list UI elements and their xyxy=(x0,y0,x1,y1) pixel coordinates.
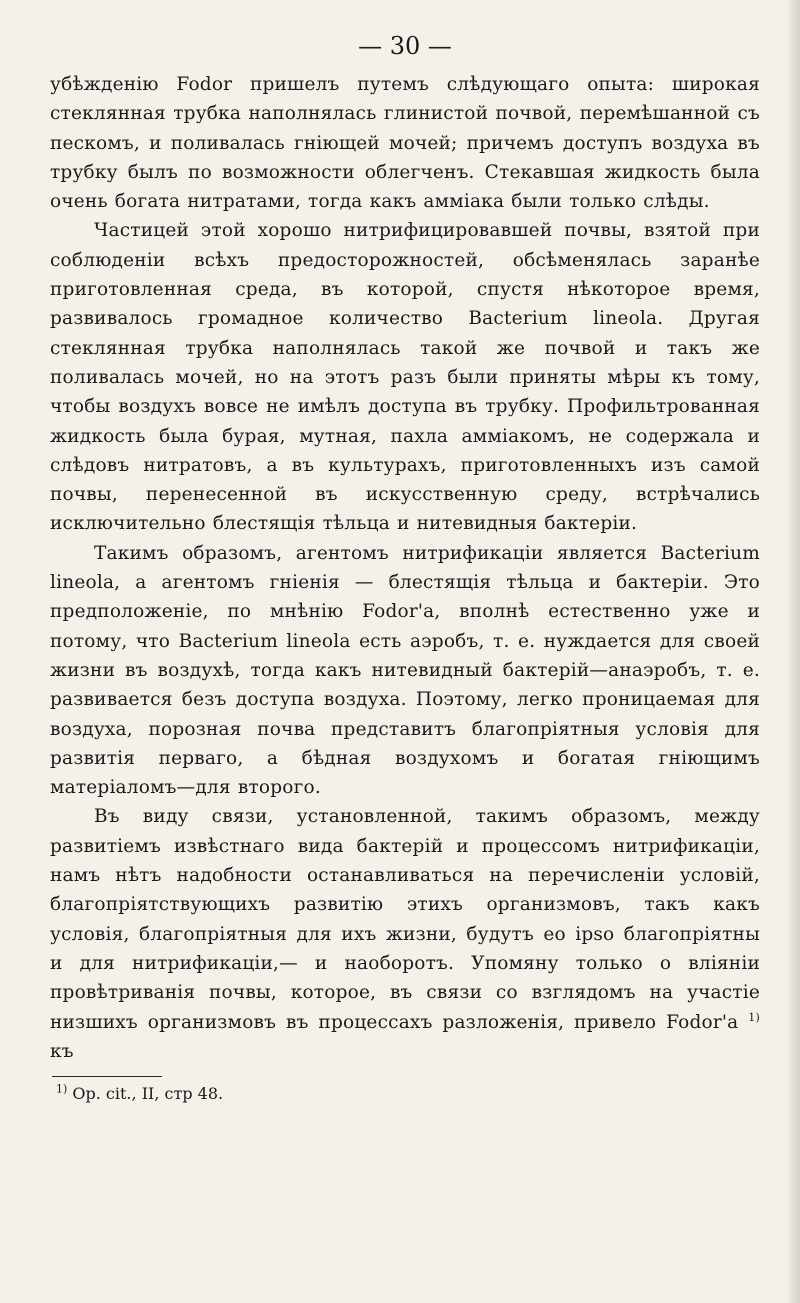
footnote xyxy=(50,1083,760,1105)
paragraph-3: Такимъ образомъ, агентомъ нитрификаціи является Bacterium lineola, а агентомъ гніенія — блестящія тѣльца и бактеріи. Это предположеніе, по мнѣнію Fodor'а, вполнѣ естественно уже и потому, что Bacterium lineola есть аэробъ, т. е. нуждается для своей жизни въ воздухѣ, тогда какъ нитевидный бактерій—анаэробъ, т. е. развивается безъ доступа воздуха. Поэтому, легко проницаемая для воздуха, порозная почва представитъ благопріятныя условія для развитія перваго, а бѣдная воздухомъ и богатая гніющимъ матеріаломъ—для второго. xyxy=(50,542,760,799)
paragraph-4-tail: къ xyxy=(50,1040,74,1062)
footnote-text: Op. cit., II, стр 48. xyxy=(72,1084,224,1104)
paragraph-4 xyxy=(50,802,760,1066)
paragraph-2: Частицей этой хорошо нитрифицировавшей почвы, взятой при соблюденіи всѣхъ предосторожностей, обсѣменялась заранѣе приготовленная среда, въ которой, спустя нѣкоторое время, развивалось громадное количество Bacterium lineola. Другая стеклянная трубка наполнялась такой же почвой и такъ же поливалась мочей, но на этотъ разъ были приняты мѣры къ тому, чтобы воздухъ вовсе не имѣлъ доступа въ трубку. Профильтрованная жидкость была бурая, мутная, пахла амміакомъ, не содержала и слѣдовъ нитратовъ, а въ культурахъ, приготовленныхъ изъ самой почвы, перенесенной въ искусственную среду, встрѣчались исключительно блестящія тѣльца и нитевидныя бактеріи. xyxy=(50,220,760,535)
page-number: — 30 — xyxy=(358,32,452,60)
paragraph-4-text: Въ виду связи, установленной, такимъ образомъ, между развитіемъ извѣстнаго вида бактерій и процессомъ нитрификаціи, намъ нѣтъ надобности останавливаться на перечисленіи условій, благопріятствующихъ развитію этихъ организмовъ, такъ какъ условія, благопріятныя для ихъ жизни, будутъ eo ipso благопріятны и для нитрификаціи,— и наоборотъ. Упомяну только о вліяніи провѣтриванія почвы, которое, въ связи со взглядомъ на участіе низшихъ организмовъ въ процессахъ разложенія, привело Fodor'а xyxy=(50,806,760,1033)
footnote-marker: 1) xyxy=(56,1082,68,1096)
footnote-reference: 1) xyxy=(748,1010,760,1024)
paragraph-1: убѣжденію Fodor пришелъ путемъ слѣдующаго опыта: широкая стеклянная трубка наполнялась глинистой почвой, перемѣшанной съ пескомъ, и поливалась гніющей мочей; причемъ доступъ воздуха въ трубку былъ по возможности облегченъ. Стекавшая жидкость была очень богата нитратами, тогда какъ амміака были только слѣды. xyxy=(50,74,760,213)
page-edge-shadow xyxy=(786,0,800,1303)
footnote-divider xyxy=(52,1076,162,1077)
